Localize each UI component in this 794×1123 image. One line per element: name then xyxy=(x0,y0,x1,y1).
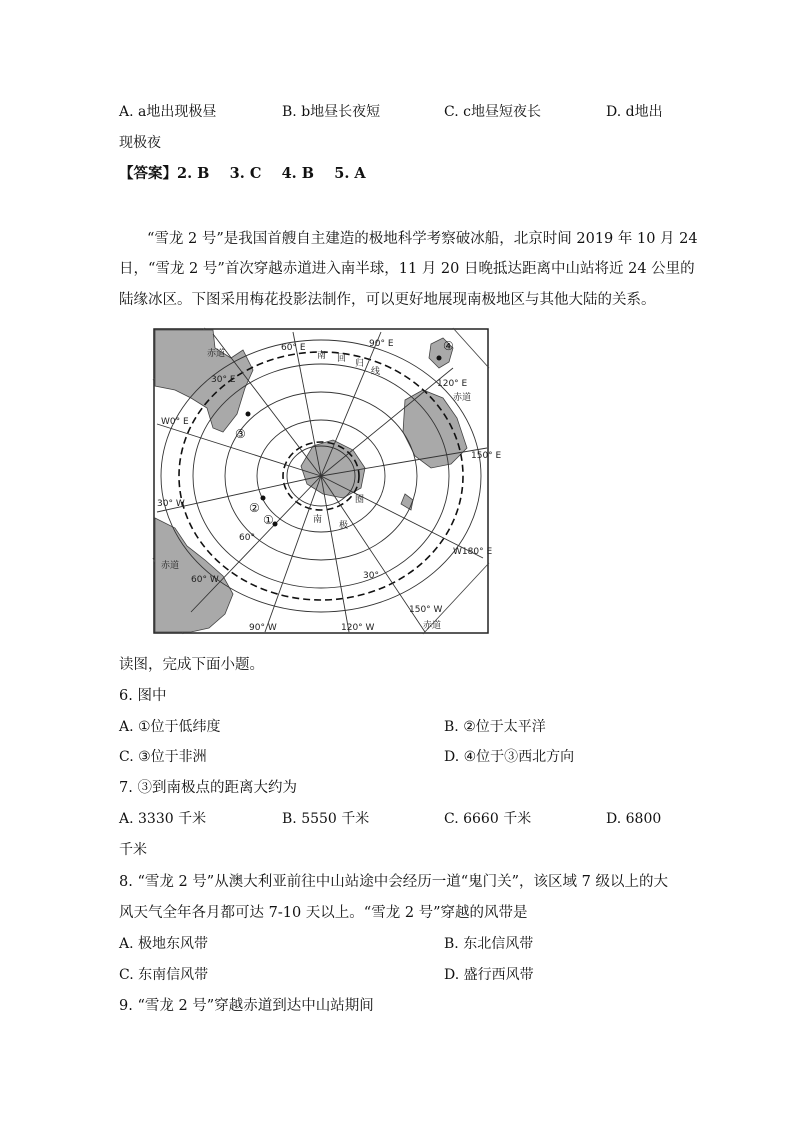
answer-item: 3. C xyxy=(229,165,262,182)
q7-option-d: D. 6800 xyxy=(606,811,662,827)
answer-item: 5. A xyxy=(334,165,366,182)
lon-label: 60° W xyxy=(191,575,219,585)
marker-3: ③ xyxy=(235,427,246,441)
q8-option-d: D. 盛行西风带 xyxy=(444,967,534,983)
option-a-prev: A. a地出现极昼 xyxy=(119,104,217,120)
answer-line xyxy=(119,164,366,184)
q8-option-a: A. 极地东风带 xyxy=(119,936,209,952)
q6-stem: 6. 图中 xyxy=(119,688,167,704)
region-label: 赤道 xyxy=(453,393,472,403)
point-3-dot xyxy=(246,412,251,417)
region-label: 赤道 xyxy=(207,349,226,359)
marker-2: ② xyxy=(249,501,260,515)
q8-option-b: B. 东北信风带 xyxy=(444,936,534,952)
marker-1: ① xyxy=(263,513,274,527)
lon-label: 30° W xyxy=(157,499,185,509)
region-label: 圈 xyxy=(355,495,365,505)
antarctic-map-figure xyxy=(153,328,502,634)
passage-line-3: 陆缘冰区。下图采用梅花投影法制作，可以更好地展现南极地区与其他大陆的关系。 xyxy=(119,292,656,308)
answer-item: 4. B xyxy=(281,165,315,182)
region-label: 回 xyxy=(337,354,347,364)
lon-label: W180° E xyxy=(453,547,493,557)
option-d-prev: D. d地出 xyxy=(606,104,663,120)
lon-label: 60° E xyxy=(281,343,306,353)
q7-stem: 7. ③到南极点的距离大约为 xyxy=(119,780,297,796)
passage-line-2: 日，“雪龙 2 号”首次穿越赤道进入南半球，11 月 20 日晚抵达距离中山站将近 24 公里的 xyxy=(119,261,695,277)
q6-option-d: D. ④位于③西北方向 xyxy=(444,749,575,765)
lon-label: 90° W xyxy=(249,623,277,633)
lon-label: W0° E xyxy=(161,417,189,427)
region-label: 60° xyxy=(239,533,255,543)
option-c-prev: C. c地昼短夜长 xyxy=(444,104,541,120)
q8-stem-2: 风天气全年各月都可达 7-10 天以上。“雪龙 2 号”穿越的风带是 xyxy=(119,905,528,921)
q6-option-b: B. ②位于太平洋 xyxy=(444,719,546,735)
marker-4: ④ xyxy=(443,339,454,353)
region-label: 极 xyxy=(339,521,349,531)
q7-option-b: B. 5550 千米 xyxy=(282,811,370,827)
passage-line-1: “雪龙 2 号”是我国首艘自主建造的极地科学考察破冰船，北京时间 2019 年 10 月 24 xyxy=(147,231,698,247)
region-label: 南 xyxy=(317,351,327,361)
lon-label: 120° E xyxy=(437,379,468,389)
answer-label: 【答案】 xyxy=(119,165,177,182)
lon-label: 30° E xyxy=(211,375,236,385)
region-label: 赤道 xyxy=(423,621,442,631)
lon-label: 120° W xyxy=(341,623,375,633)
q7-option-d-cont: 千米 xyxy=(119,842,147,858)
region-label: 线 xyxy=(371,367,381,377)
lon-label: 150° W xyxy=(409,605,443,615)
instruction: 读图，完成下面小题。 xyxy=(119,657,264,673)
q6-option-a: A. ①位于低纬度 xyxy=(119,719,221,735)
q7-option-a: A. 3330 千米 xyxy=(119,811,207,827)
q6-option-c: C. ③位于非洲 xyxy=(119,749,207,765)
point-2-dot xyxy=(261,496,266,501)
answer-item: 2. B xyxy=(177,165,210,182)
q7-option-c: C. 6660 千米 xyxy=(444,811,532,827)
lon-label: 150° E xyxy=(471,451,502,461)
option-d-prev-cont: 现极夜 xyxy=(119,135,161,151)
region-label: 赤道 xyxy=(161,561,180,571)
q8-option-c: C. 东南信风带 xyxy=(119,967,209,983)
region-label: 归 xyxy=(355,359,365,369)
point-4-dot xyxy=(437,356,442,361)
map-svg xyxy=(153,328,502,634)
lon-label: 90° E xyxy=(369,339,394,349)
q9-stem: 9. “雪龙 2 号”穿越赤道到达中山站期间 xyxy=(119,998,374,1014)
region-label: 30° xyxy=(363,571,379,581)
region-label: 南 xyxy=(313,515,323,525)
option-b-prev: B. b地昼长夜短 xyxy=(282,104,381,120)
q8-stem-1: 8. “雪龙 2 号”从澳大利亚前往中山站途中会经历一道“鬼门关”，该区域 7 级以上的大 xyxy=(119,874,668,890)
